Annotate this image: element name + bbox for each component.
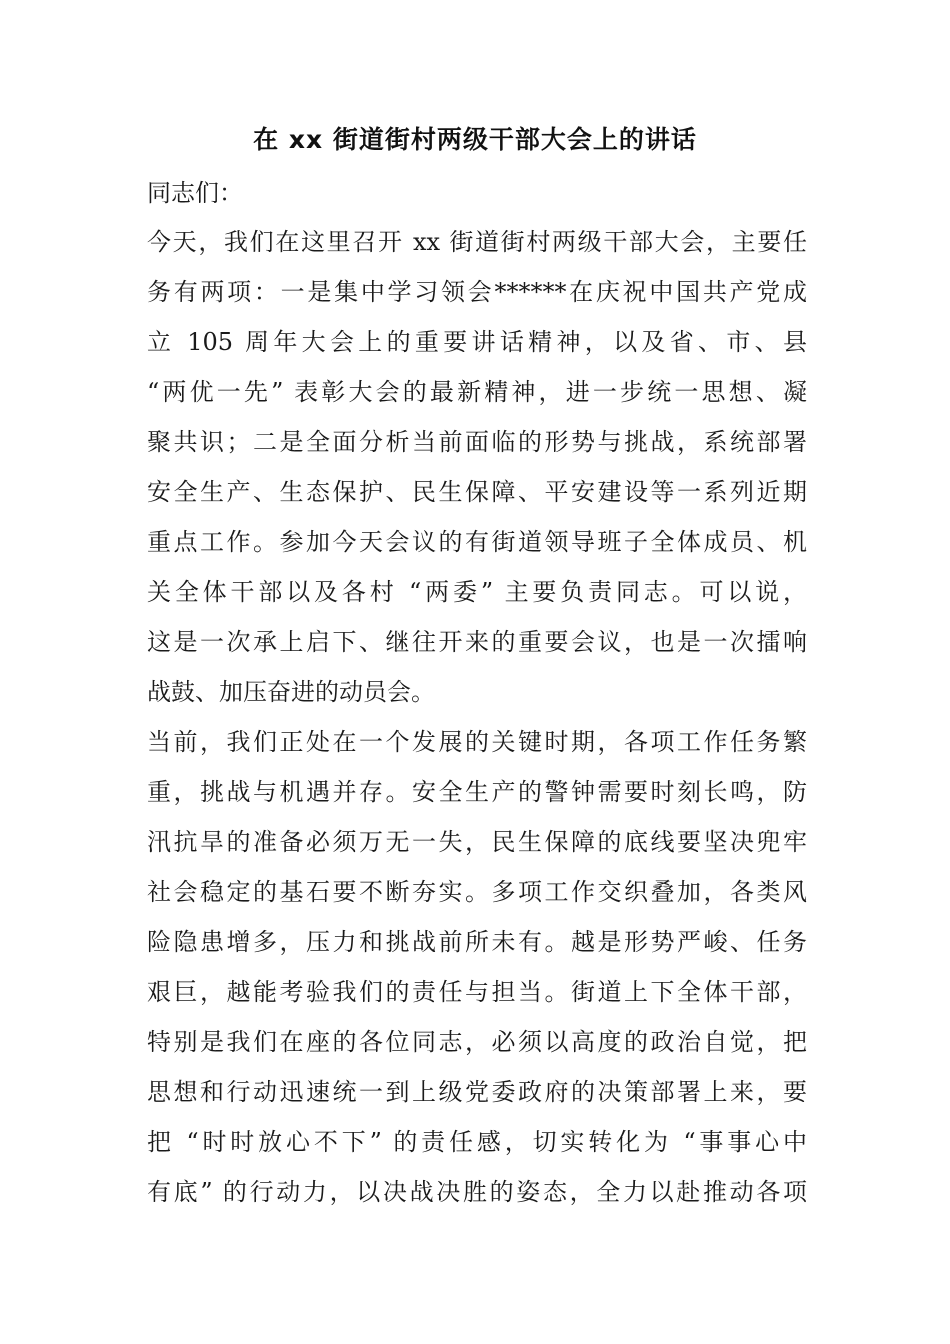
body-line: “两优一先” 表彰大会的最新精神，进一步统一思想、凝 xyxy=(147,378,807,406)
body-line: 重点工作。参加今天会议的有街道领导班子全体成员、机 xyxy=(147,528,807,556)
body-line: 当前，我们正处在一个发展的关键时期，各项工作任务繁 xyxy=(147,728,807,756)
salutation: 同志们： xyxy=(147,179,243,207)
body-line: 把 “时时放心不下” 的责任感，切实转化为 “事事心中 xyxy=(147,1128,807,1156)
body-line: 汛抗旱的准备必须万无一失，民生保障的底线要坚决兜牢 xyxy=(147,828,807,856)
body-line: 艰巨，越能考验我们的责任与担当。街道上下全体干部， xyxy=(147,978,807,1006)
body-line: 关全体干部以及各村 “两委” 主要负责同志。可以说， xyxy=(147,578,807,606)
body-line: 安全生产、生态保护、民生保障、平安建设等一系列近期 xyxy=(147,478,807,506)
body-line: 聚共识；二是全面分析当前面临的形势与挑战，系统部署 xyxy=(147,428,807,456)
body-line: 这是一次承上启下、继往开来的重要会议，也是一次擂响 xyxy=(147,628,807,656)
body-line: 特别是我们在座的各位同志，必须以高度的政治自觉，把 xyxy=(147,1028,807,1056)
body-line: 今天，我们在这里召开 xx 街道街村两级干部大会，主要任 xyxy=(147,228,807,256)
body-line: 战鼓、加压奋进的动员会。 xyxy=(147,678,435,706)
body-line: 务有两项：一是集中学习领会******在庆祝中国共产党成 xyxy=(147,278,807,306)
body-line: 有底” 的行动力，以决战决胜的姿态，全力以赴推动各项 xyxy=(147,1178,807,1206)
body-line: 社会稳定的基石要不断夯实。多项工作交织叠加，各类风 xyxy=(147,878,807,906)
body-line: 重，挑战与机遇并存。安全生产的警钟需要时刻长鸣，防 xyxy=(147,778,807,806)
body-line: 险隐患增多，压力和挑战前所未有。越是形势严峻、任务 xyxy=(147,928,807,956)
body-line: 立 105 周年大会上的重要讲话精神，以及省、市、县 xyxy=(147,328,807,356)
document-title: 在 xx 街道街村两级干部大会上的讲话 xyxy=(253,125,697,154)
body-line: 思想和行动迅速统一到上级党委政府的决策部署上来，要 xyxy=(147,1078,807,1106)
